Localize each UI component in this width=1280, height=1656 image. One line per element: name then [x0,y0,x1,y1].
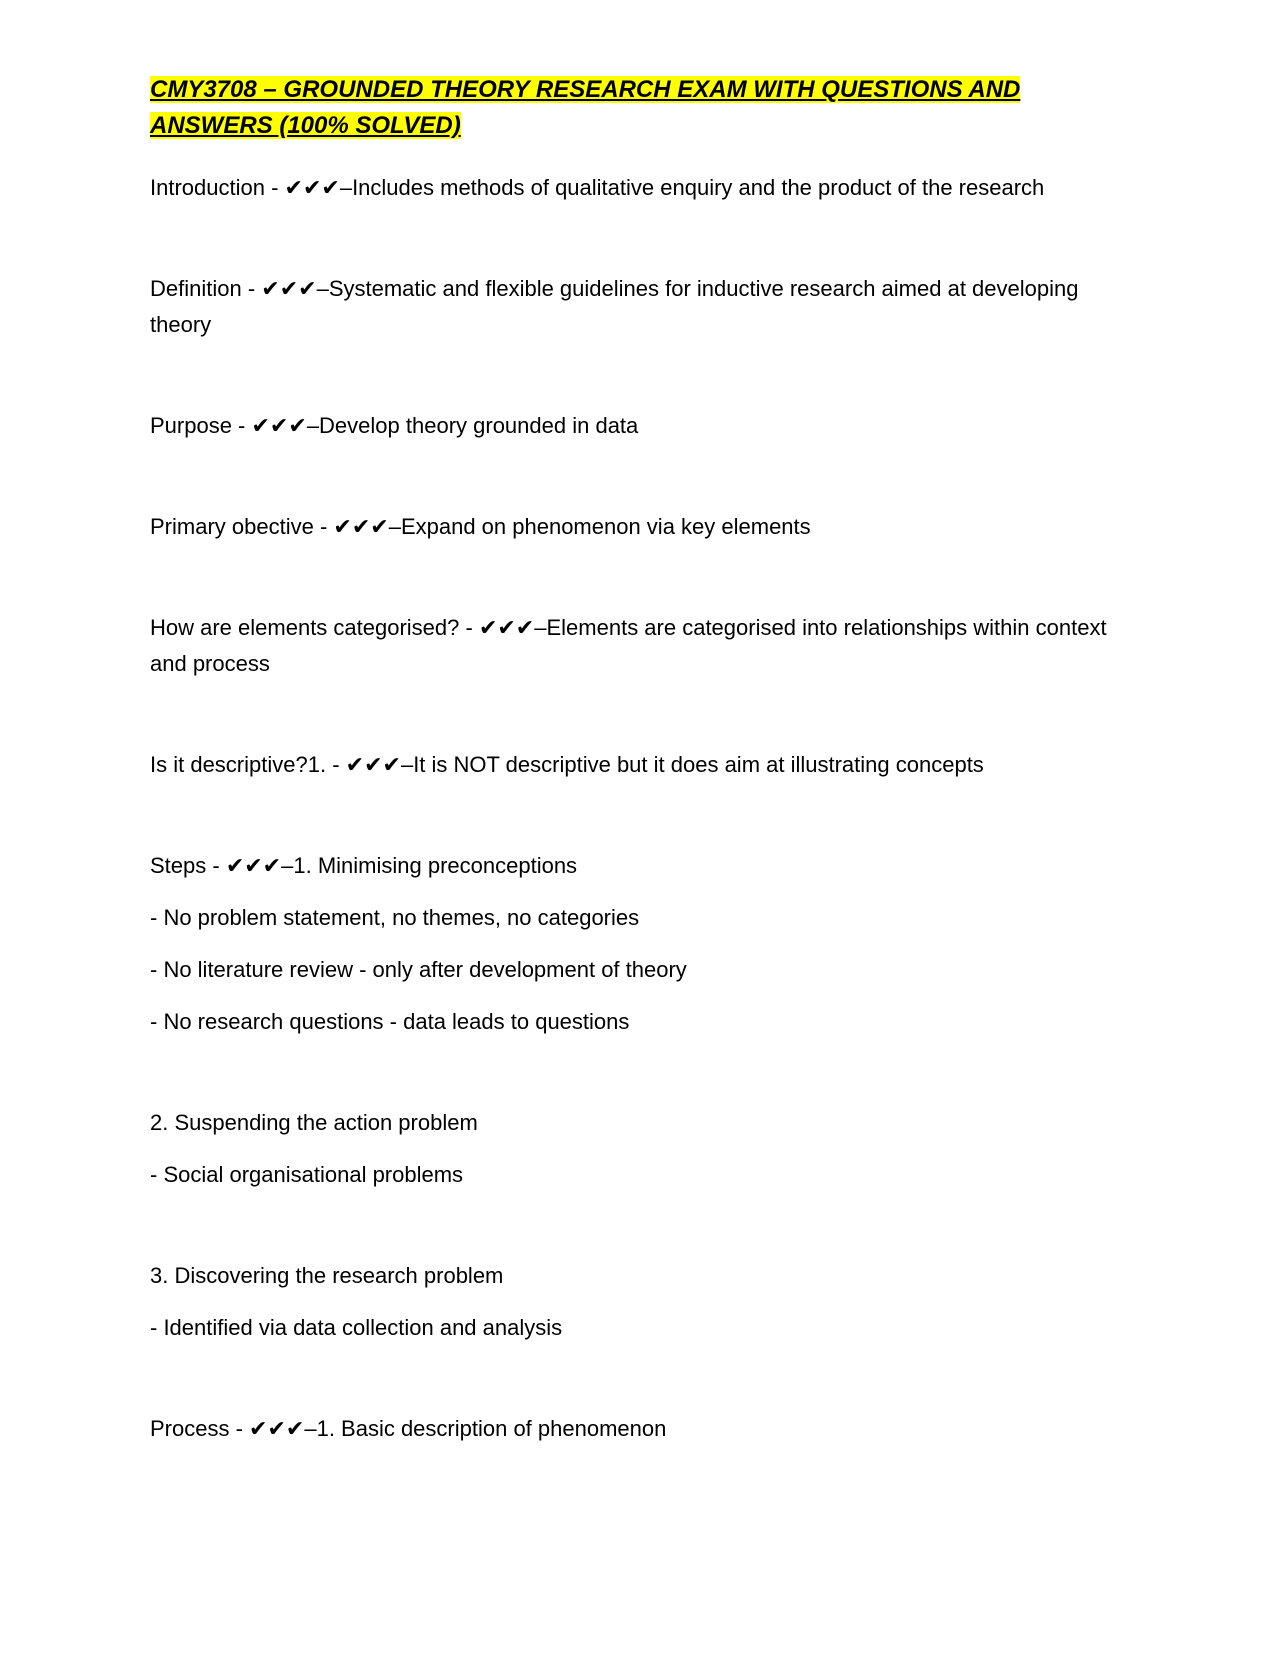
checkmarks-icon: ✔✔✔ [261,276,317,301]
qa-term: Introduction - [150,175,285,200]
checkmarks-icon: ✔✔✔ [225,853,282,878]
qa-answer: –1. Basic description of phenomenon [304,1416,667,1441]
title-line-1: CMY3708 – GROUNDED THEORY RESEARCH EXAM WITH QUESTIONS AND [150,76,1021,103]
qa-term: Primary obective - [150,514,334,539]
qa-answer: –Systematic and flexible guidelines for inductive research aimed at developing theory [150,276,1079,337]
checkmarks-icon: ✔✔✔ [478,615,535,640]
qa-introduction [150,170,1140,206]
qa-answer: –1. Minimising preconceptions [281,853,578,878]
document-body [150,72,1140,1512]
step-3-heading: 3. Discovering the research problem [150,1263,504,1288]
step-3-line: - Identified via data collection and analysis [150,1315,563,1340]
qa-term: Is it descriptive?1. - [150,752,346,777]
qa-primary-objective [150,509,1140,545]
qa-answer: –Elements are categorised into relationships within context and process [150,615,1107,676]
checkmarks-icon: ✔✔✔ [333,514,389,539]
qa-answer: –Develop theory grounded in data [306,413,639,438]
qa-elements-categorised [150,610,1140,682]
qa-definition [150,271,1140,343]
qa-process [150,1411,1140,1447]
checkmarks-icon: ✔✔✔ [284,175,340,200]
qa-answer: –Includes methods of qualitative enquiry and the product of the research [339,175,1045,200]
qa-term: How are elements categorised? - [150,615,479,640]
qa-answer: –It is NOT descriptive but it does aim at illustrating concepts [400,752,984,777]
title-line-2: ANSWERS (100% SOLVED) [150,112,461,139]
steps-line: - No literature review - only after development of theory [150,957,687,982]
steps-line: - No research questions - data leads to questions [150,1009,630,1034]
qa-term: Steps - [150,853,226,878]
qa-term: Definition - [150,276,262,301]
qa-answer: –Expand on phenomenon via key elements [388,514,811,539]
checkmarks-icon: ✔✔✔ [249,1416,305,1441]
step-2-heading: 2. Suspending the action problem [150,1110,478,1135]
qa-term: Purpose - [150,413,252,438]
qa-steps [150,848,1140,884]
qa-purpose [150,408,1140,444]
steps-line: - No problem statement, no themes, no categories [150,905,640,930]
checkmarks-icon: ✔✔✔ [251,413,307,438]
qa-is-descriptive [150,747,1140,783]
step-2-line: - Social organisational problems [150,1162,464,1187]
checkmarks-icon: ✔✔✔ [345,752,401,777]
qa-term: Process - [150,1416,250,1441]
document-title [150,72,1140,144]
